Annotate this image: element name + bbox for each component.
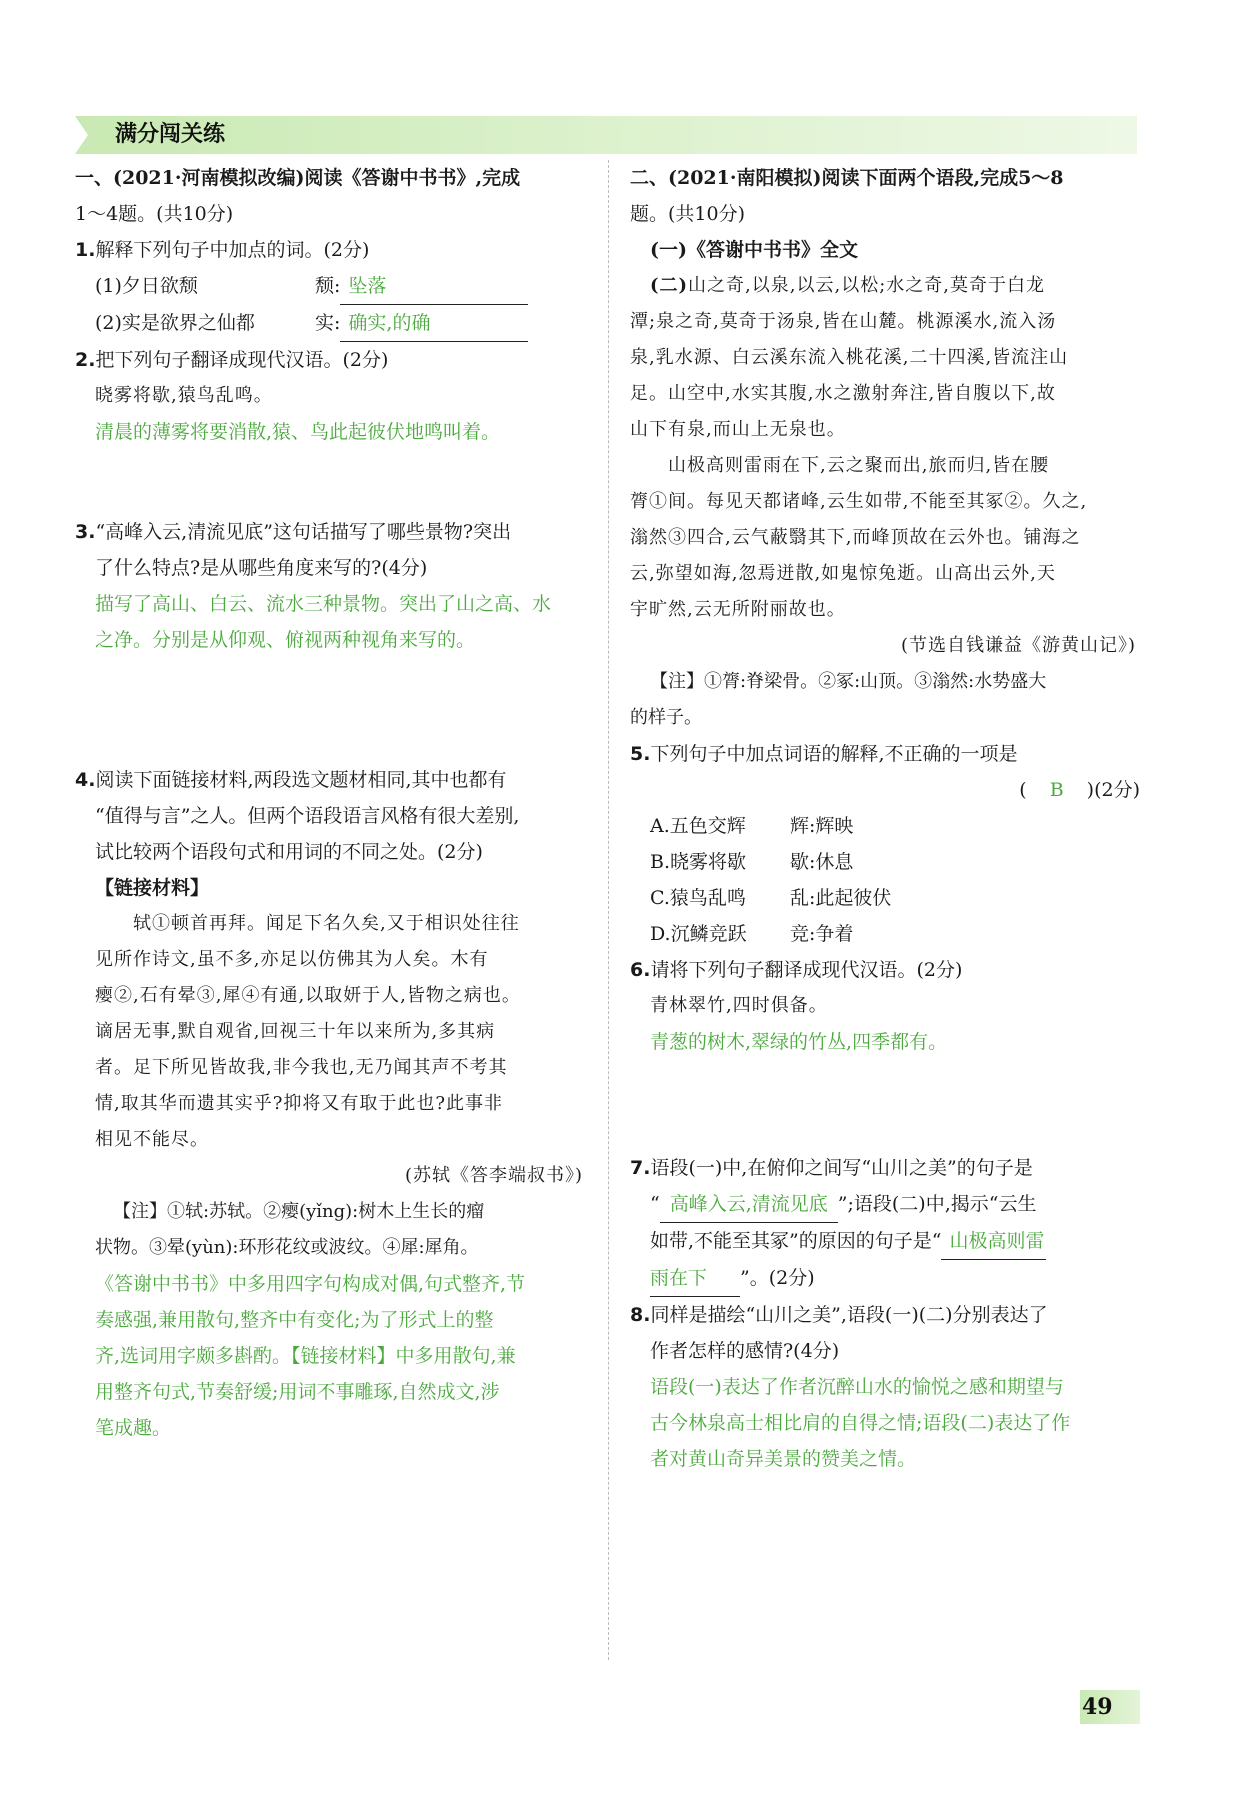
- subquestion-5-answer-line: ( B )(2分): [630, 772, 1140, 808]
- subquestion-4-cont-2: 试比较两个语段句式和用词的不同之处。(2分): [95, 841, 483, 863]
- subquestion-1-item-2: (2)实是欲界之仙都 实: 确实,的确: [75, 305, 587, 342]
- subquestion-4-answer: 用整齐句式,节奏舒缓;用词不事雕琢,自然成文,涉: [95, 1381, 500, 1403]
- subquestion-8: 8.同样是描绘“山川之美”,语段(一)(二)分别表达了: [630, 1304, 1048, 1326]
- segment-2-line: 山极高则雷雨在下,云之聚而出,旅而归,皆在腰: [668, 455, 1050, 476]
- segment-2-note-1: 【注】①膂:脊梁骨。②冢:山顶。③滃然:水势盛大: [650, 671, 1047, 692]
- option-b: B.晓雾将歇 歇:休息: [650, 851, 854, 873]
- passage-note-2: 状物。③晕(yùn):环形花纹或波纹。④犀:犀角。: [95, 1237, 479, 1258]
- passage-line: 见所作诗文,虽不多,亦足以仿佛其为人矣。木有: [95, 949, 489, 970]
- subquestion-8-cont: 作者怎样的感情?(4分): [650, 1340, 840, 1362]
- subquestion-4-answer: 《答谢中书书》中多用四字句构成对偶,句式整齐,节: [95, 1273, 526, 1295]
- segment-2-line: 宇旷然,云无所附丽故也。: [630, 599, 846, 620]
- subquestion-4: 4.阅读下面链接材料,两段选文题材相同,其中也都有: [75, 769, 507, 791]
- subquestion-2-sentence: 晓雾将歇,猿鸟乱鸣。: [95, 385, 273, 406]
- column-divider: [608, 160, 609, 1660]
- subquestion-1: 1.解释下列句子中加点的词。(2分): [75, 239, 370, 261]
- question-2-title: 二、(2021·南阳模拟)阅读下面两个语段,完成5～8: [630, 167, 1064, 189]
- subquestion-4-answer: 奏感强,兼用散句,整齐中有变化;为了形式上的整: [95, 1309, 494, 1331]
- subquestion-7-line-4: 雨在下 ”。(2分): [630, 1260, 1140, 1297]
- link-material-label: 【链接材料】: [95, 877, 210, 899]
- subquestion-6: 6.请将下列句子翻译成现代汉语。(2分): [630, 959, 963, 981]
- question-2-title-cont: 题。(共10分): [630, 203, 746, 225]
- segment-2-line: 山下有泉,而山上无泉也。: [630, 419, 846, 440]
- option-c: C.猿鸟乱鸣 乱:此起彼伏: [650, 887, 892, 909]
- passage-source: (苏轼《答李端叔书》): [404, 1165, 583, 1186]
- choice-answer: B: [1049, 779, 1064, 801]
- passage-line: 谪居无事,默自观省,回视三十年以来所为,多其病: [95, 1021, 496, 1042]
- subquestion-8-answer: 者对黄山奇异美景的赞美之情。: [650, 1448, 917, 1470]
- subquestion-3-cont: 了什么特点?是从哪些角度来写的?(4分): [95, 557, 428, 579]
- answer-blank: 坠落: [340, 268, 528, 305]
- header-arrow-icon: [75, 116, 88, 154]
- section-header-bar: [75, 116, 1137, 154]
- segment-2-note-2: 的样子。: [630, 707, 702, 728]
- segment-2-line: 足。山空中,水实其腹,水之激射奔注,皆自腹以下,故: [630, 383, 1056, 404]
- option-d: D.沉鳞竞跃 竞:争着: [650, 923, 854, 945]
- segment-1-label: (一)《答谢中书书》全文: [650, 239, 858, 261]
- passage-line: 瘿②,石有晕③,犀④有通,以取妍于人,皆物之病也。: [95, 985, 521, 1006]
- answer-blank: 确实,的确: [340, 305, 528, 342]
- subquestion-2: 2.把下列句子翻译成现代汉语。(2分): [75, 349, 389, 371]
- section-title: 满分闯关练: [115, 122, 226, 147]
- option-a: A.五色交辉 辉:辉映: [650, 815, 854, 837]
- answer-blank: 雨在下: [650, 1260, 740, 1297]
- question-1-title-cont: 1～4题。(共10分): [75, 203, 234, 225]
- subquestion-5: 5.下列句子中加点词语的解释,不正确的一项是: [630, 743, 1018, 765]
- subquestion-8-answer: 古今林泉高士相比肩的自得之情;语段(二)表达了作: [650, 1412, 1071, 1434]
- subquestion-4-answer: 笔成趣。: [95, 1417, 172, 1439]
- answer-blank: 山极高则雷: [941, 1223, 1046, 1260]
- subquestion-8-answer: 语段(一)表达了作者沉醉山水的愉悦之感和期望与: [650, 1376, 1064, 1398]
- passage-line: 情,取其华而遗其实乎?抑将又有取于此也?此事非: [95, 1093, 504, 1114]
- subquestion-3-answer-1: 描写了高山、白云、流水三种景物。突出了山之高、水: [95, 593, 552, 615]
- subquestion-4-answer: 齐,选词用字颇多斟酌。【链接材料】中多用散句,兼: [95, 1345, 516, 1367]
- passage-note-1: 【注】①轼:苏轼。②瘿(yǐng):树木上生长的瘤: [113, 1201, 485, 1222]
- subquestion-6-sentence: 青林翠竹,四时俱备。: [650, 995, 828, 1016]
- segment-2-line: 泉,乳水源、白云溪东流入桃花溪,二十四溪,皆流注山: [630, 347, 1069, 368]
- subquestion-7: 7.语段(一)中,在俯仰之间写“山川之美”的句子是: [630, 1157, 1033, 1179]
- segment-2-line: (二)山之奇,以泉,以云,以松;水之奇,莫奇于白龙: [650, 275, 1045, 296]
- segment-2-line: 滃然③四合,云气蔽翳其下,而峰顶故在云外也。铺海之: [630, 527, 1081, 548]
- subquestion-3-answer-2: 之净。分别是从仰观、俯视两种视角来写的。: [95, 629, 476, 651]
- question-1-title: 一、(2021·河南模拟改编)阅读《答谢中书书》,完成: [75, 167, 521, 189]
- passage-line: 相见不能尽。: [95, 1129, 209, 1150]
- subquestion-4-cont-1: “值得与言”之人。但两个语段语言风格有很大差别,: [95, 805, 520, 827]
- subquestion-2-answer: 清晨的薄雾将要消散,猿、鸟此起彼伏地鸣叫着。: [95, 421, 501, 443]
- segment-2-source: (节选自钱谦益《游黄山记》): [900, 635, 1136, 656]
- subquestion-1-item-1: (1)夕日欲颓 颓: 坠落: [75, 268, 587, 305]
- page-number: 49: [1082, 1694, 1113, 1720]
- segment-2-line: 云,弥望如海,忽焉迸散,如鬼惊兔逝。山高出云外,天: [630, 563, 1056, 584]
- segment-2-line: 潭;泉之奇,莫奇于汤泉,皆在山麓。桃源溪水,流入汤: [630, 311, 1057, 332]
- subquestion-6-answer: 青葱的树木,翠绿的竹丛,四季都有。: [650, 1031, 948, 1053]
- left-column: [75, 160, 587, 1446]
- subquestion-3: 3.“高峰入云,清流见底”这句话描写了哪些景物?突出: [75, 521, 512, 543]
- segment-2-line: 膂①间。每见天都诸峰,云生如带,不能至其冢②。久之,: [630, 491, 1088, 512]
- right-column: [630, 160, 1140, 1477]
- passage-line: 者。足下所见皆故我,非今我也,无乃闻其声不考其: [95, 1057, 508, 1078]
- passage-line: 轼①顿首再拜。闻足下名久矣,又于相识处往往: [133, 913, 520, 934]
- subquestion-7-line-2: “ 高峰入云,清流见底 ”;语段(二)中,揭示“云生: [630, 1186, 1140, 1223]
- subquestion-7-line-3: 如带,不能至其冢”的原因的句子是“ 山极高则雷: [630, 1223, 1140, 1260]
- answer-blank: 高峰入云,清流见底: [660, 1186, 838, 1223]
